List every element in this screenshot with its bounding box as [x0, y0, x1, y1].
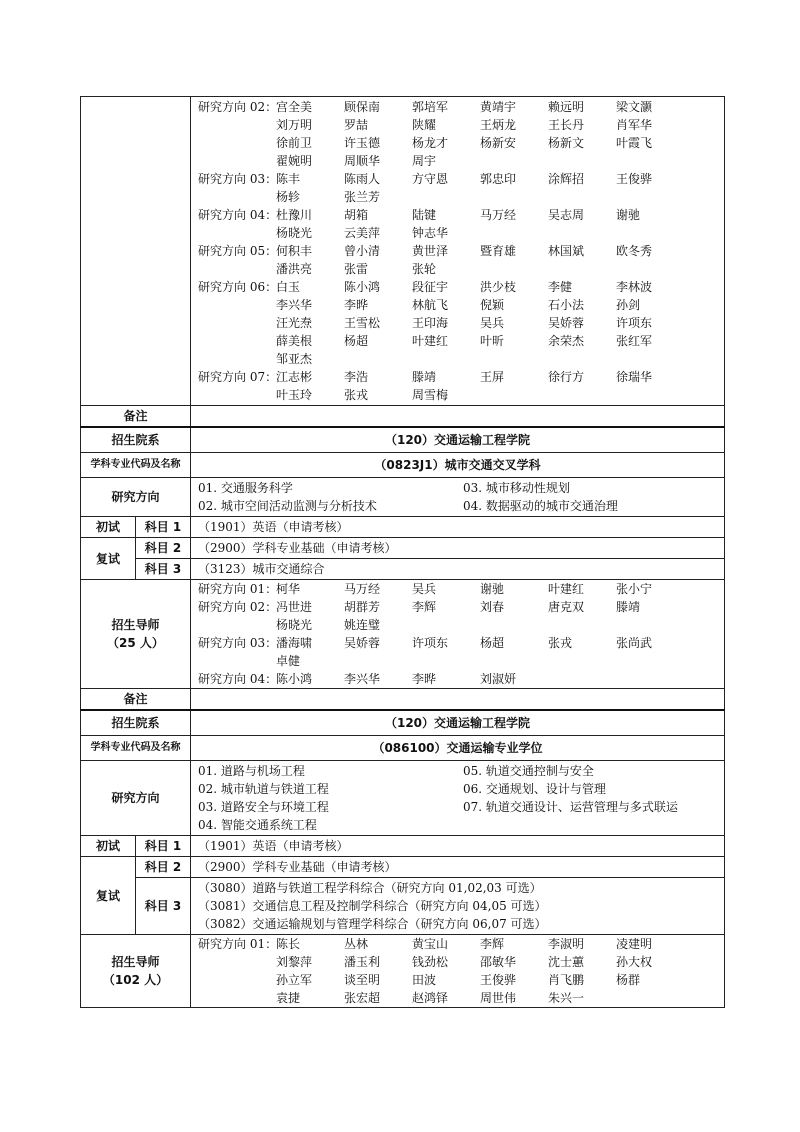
supervisor-name: 张红军: [616, 334, 653, 348]
supervisor-name: 林国斌: [548, 244, 585, 258]
supervisor-name: 暨育雄: [480, 244, 517, 258]
direction-tag: 研究方向 04：: [198, 208, 278, 222]
supervisor-name: 梁文灏: [616, 100, 653, 114]
sec3-supervisor-list: [191, 935, 725, 1008]
direction-item: 05. 轨道交通控制与安全: [463, 764, 594, 778]
supervisor-count: （25 人）: [107, 636, 164, 650]
direction-list: [191, 478, 725, 517]
direction-item: 02. 城市空间活动监测与分析技术: [198, 499, 377, 513]
subj1-label: 科目 1: [136, 836, 191, 857]
supervisor-line: [198, 634, 717, 652]
direction-tag-spacer: [198, 314, 276, 332]
supervisor-name: 白玉: [276, 280, 301, 294]
supervisor-name: 余荣杰: [548, 334, 585, 348]
direction-item: 01. 交通服务科学: [198, 481, 293, 495]
supervisor-name: 朱兴一: [548, 991, 585, 1005]
supervisor-name: 张雷: [344, 262, 369, 276]
supervisor-name: 陆键: [412, 208, 437, 222]
subj3-item: （3080）道路与铁道工程学科综合（研究方向 01,02,03 可选）: [198, 881, 542, 895]
supervisor-name: 徐瑞华: [616, 370, 653, 384]
sec2-direction-row: [81, 478, 725, 517]
direction-tag-spacer: [198, 350, 276, 368]
direction-item: 04. 数据驱动的城市交通治理: [463, 499, 618, 513]
supervisor-line: [198, 116, 717, 134]
supervisor-name: 谢驰: [480, 582, 505, 596]
direction-tag: 研究方向 02：: [198, 600, 278, 614]
supervisor-line: [198, 224, 717, 242]
supervisor-name: 孙大权: [616, 955, 653, 969]
supervisor-name: 杨新安: [480, 136, 517, 150]
supervisor-name: 马万经: [480, 208, 517, 222]
exam1-label: 初试: [81, 836, 136, 857]
supervisor-name: 叶建红: [412, 334, 449, 348]
supervisor-name: 李晔: [412, 672, 437, 686]
supervisor-name: 唐克双: [548, 600, 585, 614]
supervisor-line: [198, 134, 717, 152]
direction-label: 研究方向: [81, 761, 191, 836]
remark-value: [191, 689, 725, 711]
subj1-value: （1901）英语（申请考核）: [191, 517, 725, 538]
supervisor-name: 邹亚杰: [276, 352, 313, 366]
sec3-major-row: [81, 736, 725, 761]
subj2-label: 科目 2: [136, 538, 191, 559]
sec2-supervisor-row: [81, 580, 725, 689]
supervisor-name: 李兴华: [276, 298, 313, 312]
supervisor-name: 肖飞鹏: [548, 973, 585, 987]
supervisor-name: 杨超: [344, 334, 369, 348]
supervisor-line: [198, 652, 717, 670]
admission-table: [80, 96, 725, 1008]
supervisor-name: 陈长: [276, 937, 301, 951]
supervisor-name: 叶建红: [548, 582, 585, 596]
school-label: 招生院系: [81, 710, 191, 736]
major-name: （086100）交通运输专业学位: [191, 736, 725, 761]
supervisor-name: 袁捷: [276, 991, 301, 1005]
direction-tag-spacer: [198, 188, 276, 206]
supervisor-name: 田波: [412, 973, 437, 987]
direction-list: [191, 761, 725, 836]
supervisor-name: 杜豫川: [276, 208, 313, 222]
subj3-label: 科目 3: [136, 878, 191, 935]
direction-tag: 研究方向 07：: [198, 370, 278, 384]
supervisor-name: 杨超: [480, 636, 505, 650]
direction-tag-spacer: [198, 260, 276, 278]
supervisor-name: 王长丹: [548, 118, 585, 132]
supervisor-name: 周雪梅: [412, 388, 449, 402]
supervisor-name: 杨轸: [276, 190, 301, 204]
supervisor-name: 姚连璧: [344, 618, 381, 632]
supervisor-name: 李晔: [344, 298, 369, 312]
supervisor-name: 丛林: [344, 937, 369, 951]
direction-tag: 研究方向 04：: [198, 672, 278, 686]
supervisor-name: 汪光焘: [276, 316, 313, 330]
supervisor-name: 周顺华: [344, 154, 381, 168]
supervisor-name: 冯世进: [276, 600, 313, 614]
supervisor-name: 凌建明: [616, 937, 653, 951]
supervisor-name: 杨新文: [548, 136, 585, 150]
supervisor-name: 孙剑: [616, 298, 641, 312]
direction-tag-spacer: [198, 652, 276, 670]
direction-tag: 研究方向 03：: [198, 636, 278, 650]
supervisor-name: 郭忠印: [480, 172, 517, 186]
supervisor-name: 赖远明: [548, 100, 585, 114]
supervisor-name: 王俊骅: [480, 973, 517, 987]
sec1-supervisor-label-cell: [81, 97, 191, 406]
supervisor-line: [198, 953, 717, 971]
supervisor-name: 刘淑妍: [480, 672, 517, 686]
supervisor-name: 倪颖: [480, 298, 505, 312]
supervisor-line: [198, 935, 717, 953]
major-label: 学科专业代码及名称: [81, 453, 191, 478]
direction-tag-spacer: [198, 224, 276, 242]
supervisor-line: [198, 989, 717, 1007]
remark-label: 备注: [81, 406, 191, 428]
supervisor-name: 王炳龙: [480, 118, 517, 132]
supervisor-name: 薛美根: [276, 334, 313, 348]
sec3-school-row: [81, 710, 725, 736]
sec3-supervisor-row: [81, 935, 725, 1008]
supervisor-name: 李辉: [412, 600, 437, 614]
supervisor-name: 许项东: [412, 636, 449, 650]
direction-tag: 研究方向 01：: [198, 582, 278, 596]
sec3-exam2-row: [81, 857, 725, 878]
supervisor-name: 杨龙才: [412, 136, 449, 150]
supervisor-line: [198, 278, 717, 296]
supervisor-name: 滕靖: [412, 370, 437, 384]
supervisor-name: 李淑明: [548, 937, 585, 951]
supervisor-name: 李兴华: [344, 672, 381, 686]
supervisor-line: [198, 580, 717, 598]
supervisor-name: 张兰芳: [344, 190, 381, 204]
exam2-label: 复试: [81, 538, 136, 580]
supervisor-name: 杨群: [616, 973, 641, 987]
direction-tag: 研究方向 03：: [198, 172, 278, 186]
supervisor-name: 潘玉利: [344, 955, 381, 969]
supervisor-name: 王俊骅: [616, 172, 653, 186]
supervisor-name: 叶昕: [480, 334, 505, 348]
subj3-label: 科目 3: [136, 559, 191, 580]
supervisor-line: [198, 296, 717, 314]
supervisor-line: [198, 971, 717, 989]
sec2-supervisor-list: [191, 580, 725, 689]
supervisor-name: 石小法: [548, 298, 585, 312]
supervisor-label-cell: [81, 935, 191, 1008]
supervisor-name: 柯华: [276, 582, 301, 596]
supervisor-name: 潘海啸: [276, 636, 313, 650]
direction-item: 04. 智能交通系统工程: [198, 818, 317, 832]
direction-item: 07. 轨道交通设计、运营管理与多式联运: [463, 800, 678, 814]
sec2-exam3-row: [81, 559, 725, 580]
supervisor-name: 吴娇蓉: [344, 636, 381, 650]
sec1-supervisor-row: [81, 97, 725, 406]
supervisor-name: 赵鸿铎: [412, 991, 449, 1005]
direction-tag-spacer: [198, 989, 276, 1007]
supervisor-name: 涂辉招: [548, 172, 585, 186]
supervisor-name: 许项东: [616, 316, 653, 330]
supervisor-line: [198, 242, 717, 260]
supervisor-name: 谈至明: [344, 973, 381, 987]
supervisor-name: 叶玉玲: [276, 388, 313, 402]
supervisor-name: 沈士蕙: [548, 955, 585, 969]
supervisor-line: [198, 314, 717, 332]
direction-item: 01. 道路与机场工程: [198, 764, 305, 778]
direction-tag: 研究方向 01：: [198, 937, 278, 951]
subj3-value: （3123）城市交通综合: [191, 559, 725, 580]
supervisor-name: 曾小清: [344, 244, 381, 258]
supervisor-name: 潘洪亮: [276, 262, 313, 276]
supervisor-name: 何积丰: [276, 244, 313, 258]
subj1-label: 科目 1: [136, 517, 191, 538]
supervisor-name: 张轮: [412, 262, 437, 276]
supervisor-name: 王屏: [480, 370, 505, 384]
sec3-direction-row: [81, 761, 725, 836]
supervisor-name: 卓健: [276, 654, 301, 668]
supervisor-label: 招生导师: [111, 618, 160, 632]
supervisor-name: 邵敏华: [480, 955, 517, 969]
supervisor-name: 张戎: [548, 636, 573, 650]
supervisor-name: 林航飞: [412, 298, 449, 312]
sec2-school-row: [81, 427, 725, 453]
supervisor-name: 方守恩: [412, 172, 449, 186]
supervisor-name: 云美萍: [344, 226, 381, 240]
supervisor-name: 江志彬: [276, 370, 313, 384]
supervisor-name: 张尚武: [616, 636, 653, 650]
direction-item: 02. 城市轨道与铁道工程: [198, 782, 329, 796]
supervisor-line: [198, 670, 717, 688]
supervisor-name: 钟志华: [412, 226, 449, 240]
supervisor-name: 胡箱: [344, 208, 369, 222]
supervisor-line: [198, 98, 717, 116]
sec2-exam2-row: [81, 538, 725, 559]
direction-item: 03. 道路安全与环境工程: [198, 800, 329, 814]
supervisor-line: [198, 206, 717, 224]
supervisor-name: 叶霞飞: [616, 136, 653, 150]
supervisor-name: 罗喆: [344, 118, 369, 132]
supervisor-label: 招生导师: [111, 955, 160, 969]
supervisor-name: 肖军华: [616, 118, 653, 132]
supervisor-line: [198, 350, 717, 368]
direction-tag-spacer: [198, 134, 276, 152]
exam2-label: 复试: [81, 857, 136, 935]
document-page: [80, 96, 724, 1008]
supervisor-name: 钱劲松: [412, 955, 449, 969]
supervisor-label-cell: [81, 580, 191, 689]
direction-tag-spacer: [198, 296, 276, 314]
direction-tag-spacer: [198, 971, 276, 989]
major-name: （0823J1）城市交通交叉学科: [191, 453, 725, 478]
exam1-label: 初试: [81, 517, 136, 538]
supervisor-name: 胡群芳: [344, 600, 381, 614]
supervisor-name: 欧冬秀: [616, 244, 653, 258]
direction-tag: 研究方向 02：: [198, 100, 278, 114]
supervisor-name: 王印海: [412, 316, 449, 330]
sec2-exam1-row: [81, 517, 725, 538]
sec1-remark-row: [81, 406, 725, 428]
direction-item: 06. 交通规划、设计与管理: [463, 782, 606, 796]
supervisor-name: 黄世泽: [412, 244, 449, 258]
subj2-label: 科目 2: [136, 857, 191, 878]
sec3-exam3-row: [81, 878, 725, 935]
supervisor-name: 黄宝山: [412, 937, 449, 951]
supervisor-line: [198, 260, 717, 278]
supervisor-name: 宫全美: [276, 100, 313, 114]
direction-tag-spacer: [198, 116, 276, 134]
direction-tag-spacer: [198, 152, 276, 170]
direction-tag-spacer: [198, 386, 276, 404]
subj3-list: [191, 878, 725, 935]
subj3-item: （3082）交通运输规划与管理学科综合（研究方向 06,07 可选）: [198, 917, 547, 931]
supervisor-name: 陈丰: [276, 172, 301, 186]
supervisor-name: 吴兵: [480, 316, 505, 330]
supervisor-name: 杨晓光: [276, 618, 313, 632]
direction-tag-spacer: [198, 332, 276, 350]
direction-tag-spacer: [198, 953, 276, 971]
supervisor-line: [198, 188, 717, 206]
subj3-item: （3081）交通信息工程及控制学科综合（研究方向 04,05 可选）: [198, 899, 547, 913]
supervisor-name: 李浩: [344, 370, 369, 384]
supervisor-line: [198, 170, 717, 188]
school-name: （120）交通运输工程学院: [191, 710, 725, 736]
supervisor-name: 刘春: [480, 600, 505, 614]
sec2-major-row: [81, 453, 725, 478]
supervisor-name: 陈小鸿: [276, 672, 313, 686]
supervisor-name: 陈雨人: [344, 172, 381, 186]
direction-item: 03. 城市移动性规划: [463, 481, 570, 495]
supervisor-name: 谢驰: [616, 208, 641, 222]
supervisor-name: 顾保南: [344, 100, 381, 114]
supervisor-name: 滕靖: [616, 600, 641, 614]
supervisor-name: 张小宁: [616, 582, 653, 596]
supervisor-name: 周世伟: [480, 991, 517, 1005]
major-label: 学科专业代码及名称: [81, 736, 191, 761]
supervisor-name: 马万经: [344, 582, 381, 596]
supervisor-name: 周宇: [412, 154, 437, 168]
supervisor-count: （102 人）: [102, 973, 169, 987]
school-name: （120）交通运输工程学院: [191, 427, 725, 453]
supervisor-name: 洪少枝: [480, 280, 517, 294]
direction-tag: 研究方向 05：: [198, 244, 278, 258]
supervisor-name: 吴娇蓉: [548, 316, 585, 330]
direction-tag: 研究方向 06：: [198, 280, 278, 294]
supervisor-name: 杨晓光: [276, 226, 313, 240]
supervisor-name: 陕耀: [412, 118, 437, 132]
supervisor-line: [198, 598, 717, 616]
sec3-exam1-row: [81, 836, 725, 857]
supervisor-name: 刘万明: [276, 118, 313, 132]
supervisor-name: 许玉德: [344, 136, 381, 150]
supervisor-name: 黄靖宇: [480, 100, 517, 114]
supervisor-name: 徐前卫: [276, 136, 313, 150]
supervisor-name: 吴志周: [548, 208, 585, 222]
direction-item: [463, 816, 717, 834]
supervisor-name: 王雪松: [344, 316, 381, 330]
remark-label: 备注: [81, 689, 191, 711]
supervisor-line: [198, 332, 717, 350]
subj1-value: （1901）英语（申请考核）: [191, 836, 725, 857]
supervisor-line: [198, 386, 717, 404]
supervisor-name: 郭培军: [412, 100, 449, 114]
direction-label: 研究方向: [81, 478, 191, 517]
supervisor-line: [198, 152, 717, 170]
remark-value: [191, 406, 725, 428]
supervisor-name: 张戎: [344, 388, 369, 402]
supervisor-name: 李健: [548, 280, 573, 294]
supervisor-name: 孙立军: [276, 973, 313, 987]
supervisor-name: 徐行方: [548, 370, 585, 384]
school-label: 招生院系: [81, 427, 191, 453]
supervisor-name: 陈小鸿: [344, 280, 381, 294]
sec1-supervisor-list: [191, 97, 725, 406]
supervisor-name: 吴兵: [412, 582, 437, 596]
supervisor-name: 李辉: [480, 937, 505, 951]
supervisor-line: [198, 368, 717, 386]
direction-tag-spacer: [198, 616, 276, 634]
supervisor-name: 张宏超: [344, 991, 381, 1005]
supervisor-line: [198, 616, 717, 634]
subj2-value: （2900）学科专业基础（申请考核）: [191, 857, 725, 878]
sec2-remark-row: [81, 689, 725, 711]
supervisor-name: 李林波: [616, 280, 653, 294]
supervisor-name: 段征宇: [412, 280, 449, 294]
supervisor-name: 翟婉明: [276, 154, 313, 168]
subj2-value: （2900）学科专业基础（申请考核）: [191, 538, 725, 559]
supervisor-name: 刘黎萍: [276, 955, 313, 969]
